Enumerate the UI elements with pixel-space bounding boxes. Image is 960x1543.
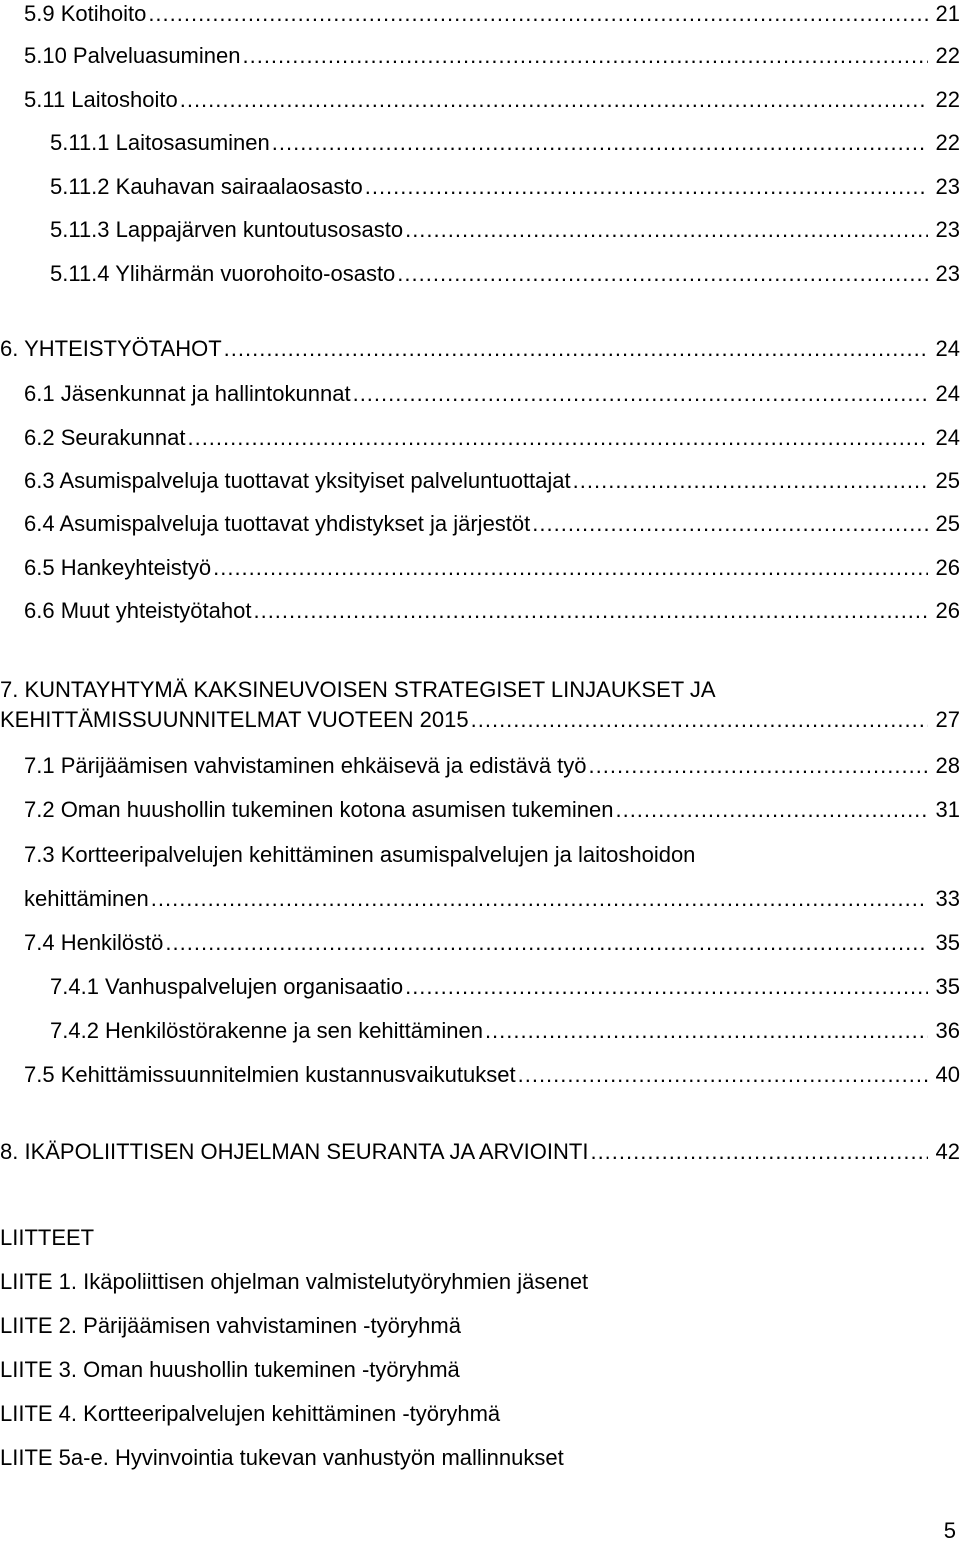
toc-entry-label: 6.2 Seurakunnat xyxy=(24,425,186,450)
toc-entry-5-11-1[interactable] xyxy=(50,129,960,157)
toc-entry-5-10[interactable] xyxy=(24,42,960,70)
toc-entry-7-line1[interactable]: 7. KUNTAYHTYMÄ KAKSINEUVOISEN STRATEGISET LINJAUKSET JA xyxy=(0,677,716,702)
toc-entry-page: 24 xyxy=(935,336,960,361)
toc-entry-5-11-2[interactable] xyxy=(50,173,960,201)
toc-entry-page: 23 xyxy=(935,174,960,199)
appendix-item[interactable]: LIITE 5a-e. Hyvinvointia tukevan vanhustyön mallinnukset xyxy=(0,1445,564,1470)
toc-entry-6-6[interactable] xyxy=(24,597,960,625)
toc-entry-label: 5.11.2 Kauhavan sairaalaosasto xyxy=(50,174,363,199)
toc-entry-label: 5.11 Laitoshoito xyxy=(24,87,178,112)
toc-entry-page: 28 xyxy=(935,753,960,778)
appendix-item[interactable]: LIITE 1. Ikäpoliittisen ohjelman valmistelutyöryhmien jäsenet xyxy=(0,1269,589,1294)
toc-entry-page: 42 xyxy=(935,1139,960,1164)
toc-entry-label: 7.1 Pärijäämisen vahvistaminen ehkäisevä ja edistävä työ xyxy=(24,753,587,778)
toc-entry-label: 7.5 Kehittämissuunnitelmien kustannusvaikutukset xyxy=(24,1062,516,1087)
toc-leader-dots xyxy=(165,929,928,957)
appendices-heading: LIITTEET xyxy=(0,1225,95,1250)
toc-entry-7-2[interactable] xyxy=(24,796,960,824)
toc-entry-label: 6.6 Muut yhteistyötahot xyxy=(24,598,252,623)
toc-entry-page: 35 xyxy=(935,974,960,999)
toc-leader-dots xyxy=(353,380,928,408)
toc-entry-7-1[interactable] xyxy=(24,752,960,780)
toc-leader-dots xyxy=(187,424,928,452)
toc-leader-dots xyxy=(405,973,928,1001)
toc-entry-label: 7.4 Henkilöstö xyxy=(24,930,164,955)
toc-entry-5-11-3[interactable] xyxy=(50,216,960,244)
toc-leader-dots xyxy=(224,335,928,363)
toc-entry-page: 36 xyxy=(935,1018,960,1043)
toc-leader-dots xyxy=(485,1017,928,1045)
toc-entry-7-3[interactable] xyxy=(24,885,960,913)
toc-entry-page: 27 xyxy=(935,707,960,732)
toc-leader-dots xyxy=(405,216,928,244)
toc-entry-7-4-2[interactable] xyxy=(50,1017,960,1045)
toc-leader-dots xyxy=(518,1061,928,1089)
toc-leader-dots xyxy=(180,86,928,114)
toc-entry-6-5[interactable] xyxy=(24,554,960,582)
toc-entry-6-1[interactable] xyxy=(24,380,960,408)
toc-leader-dots xyxy=(397,260,928,288)
toc-entry-label: 6.5 Hankeyhteistyö xyxy=(24,555,212,580)
toc-entry-7[interactable] xyxy=(0,706,960,734)
toc-entry-label: 7.4.2 Henkilöstörakenne ja sen kehittäminen xyxy=(50,1018,483,1043)
toc-leader-dots xyxy=(615,796,928,824)
toc-entry-7-5[interactable] xyxy=(24,1061,960,1089)
toc-entry-page: 26 xyxy=(935,555,960,580)
toc-entry-page: 23 xyxy=(935,261,960,286)
toc-entry-page: 21 xyxy=(935,1,960,26)
toc-entry-page: 22 xyxy=(935,87,960,112)
toc-entry-label: 7.4.1 Vanhuspalvelujen organisaatio xyxy=(50,974,404,999)
toc-leader-dots xyxy=(148,0,928,28)
appendix-item[interactable]: LIITE 3. Oman huushollin tukeminen -työryhmä xyxy=(0,1357,460,1382)
toc-entry-label: 5.11.3 Lappajärven kuntoutusosasto xyxy=(50,217,404,242)
toc-entry-label: KEHITTÄMISSUUNNITELMAT VUOTEEN 2015 xyxy=(0,707,469,732)
toc-entry-page: 23 xyxy=(935,217,960,242)
toc-leader-dots xyxy=(589,752,928,780)
toc-entry-page: 35 xyxy=(935,930,960,955)
toc-leader-dots xyxy=(253,597,928,625)
toc-leader-dots xyxy=(573,467,928,495)
toc-entry-label: 6.4 Asumispalveluja tuottavat yhdistykset ja järjestöt xyxy=(24,511,531,536)
toc-entry-label: kehittäminen xyxy=(24,886,149,911)
toc-entry-page: 22 xyxy=(935,130,960,155)
toc-entry-page: 24 xyxy=(935,381,960,406)
toc-entry-5-11-4[interactable] xyxy=(50,260,960,288)
toc-entry-label: 5.10 Palveluasuminen xyxy=(24,43,241,68)
toc-entry-8[interactable] xyxy=(0,1138,960,1166)
toc-entry-6[interactable] xyxy=(0,335,960,363)
toc-entry-page: 26 xyxy=(935,598,960,623)
toc-leader-dots xyxy=(471,706,928,734)
toc-entry-page: 31 xyxy=(935,797,960,822)
toc-leader-dots xyxy=(151,885,928,913)
toc-entry-page: 40 xyxy=(935,1062,960,1087)
toc-entry-page: 25 xyxy=(935,511,960,536)
appendix-item[interactable]: LIITE 4. Kortteeripalvelujen kehittäminen -työryhmä xyxy=(0,1401,501,1426)
appendix-item[interactable]: LIITE 2. Pärijäämisen vahvistaminen -työryhmä xyxy=(0,1313,461,1338)
toc-entry-5-11[interactable] xyxy=(24,86,960,114)
toc-leader-dots xyxy=(365,173,928,201)
toc-entry-label: 6.1 Jäsenkunnat ja hallintokunnat xyxy=(24,381,351,406)
toc-entry-7-4[interactable] xyxy=(24,929,960,957)
toc-entry-label: 5.11.4 Ylihärmän vuorohoito-osasto xyxy=(50,261,396,286)
toc-entry-7-4-1[interactable] xyxy=(50,973,960,1001)
toc-leader-dots xyxy=(532,510,928,538)
toc-entry-6-2[interactable] xyxy=(24,424,960,452)
toc-entry-label: 6.3 Asumispalveluja tuottavat yksityiset palveluntuottajat xyxy=(24,468,571,493)
toc-entry-label: 8. IKÄPOLIITTISEN OHJELMAN SEURANTA JA ARVIOINTI xyxy=(0,1139,589,1164)
toc-entry-page: 25 xyxy=(935,468,960,493)
toc-entry-label: 7.2 Oman huushollin tukeminen kotona asumisen tukeminen xyxy=(24,797,614,822)
toc-entry-label: 5.9 Kotihoito xyxy=(24,1,147,26)
toc-entry-7-3-line1[interactable]: 7.3 Kortteeripalvelujen kehittäminen asumispalvelujen ja laitoshoidon xyxy=(24,842,696,867)
toc-entry-6-4[interactable] xyxy=(24,510,960,538)
toc-leader-dots xyxy=(242,42,928,70)
toc-entry-label: 6. YHTEISTYÖTAHOT xyxy=(0,336,222,361)
toc-entry-5-9[interactable] xyxy=(24,0,960,28)
page-number: 5 xyxy=(943,1518,956,1543)
toc-entry-label: 5.11.1 Laitosasuminen xyxy=(50,130,270,155)
toc-entry-6-3[interactable] xyxy=(24,467,960,495)
toc-entry-page: 22 xyxy=(935,43,960,68)
toc-leader-dots xyxy=(213,554,928,582)
toc-leader-dots xyxy=(272,129,928,157)
toc-entry-page: 33 xyxy=(935,886,960,911)
toc-leader-dots xyxy=(590,1138,928,1166)
toc-entry-page: 24 xyxy=(935,425,960,450)
